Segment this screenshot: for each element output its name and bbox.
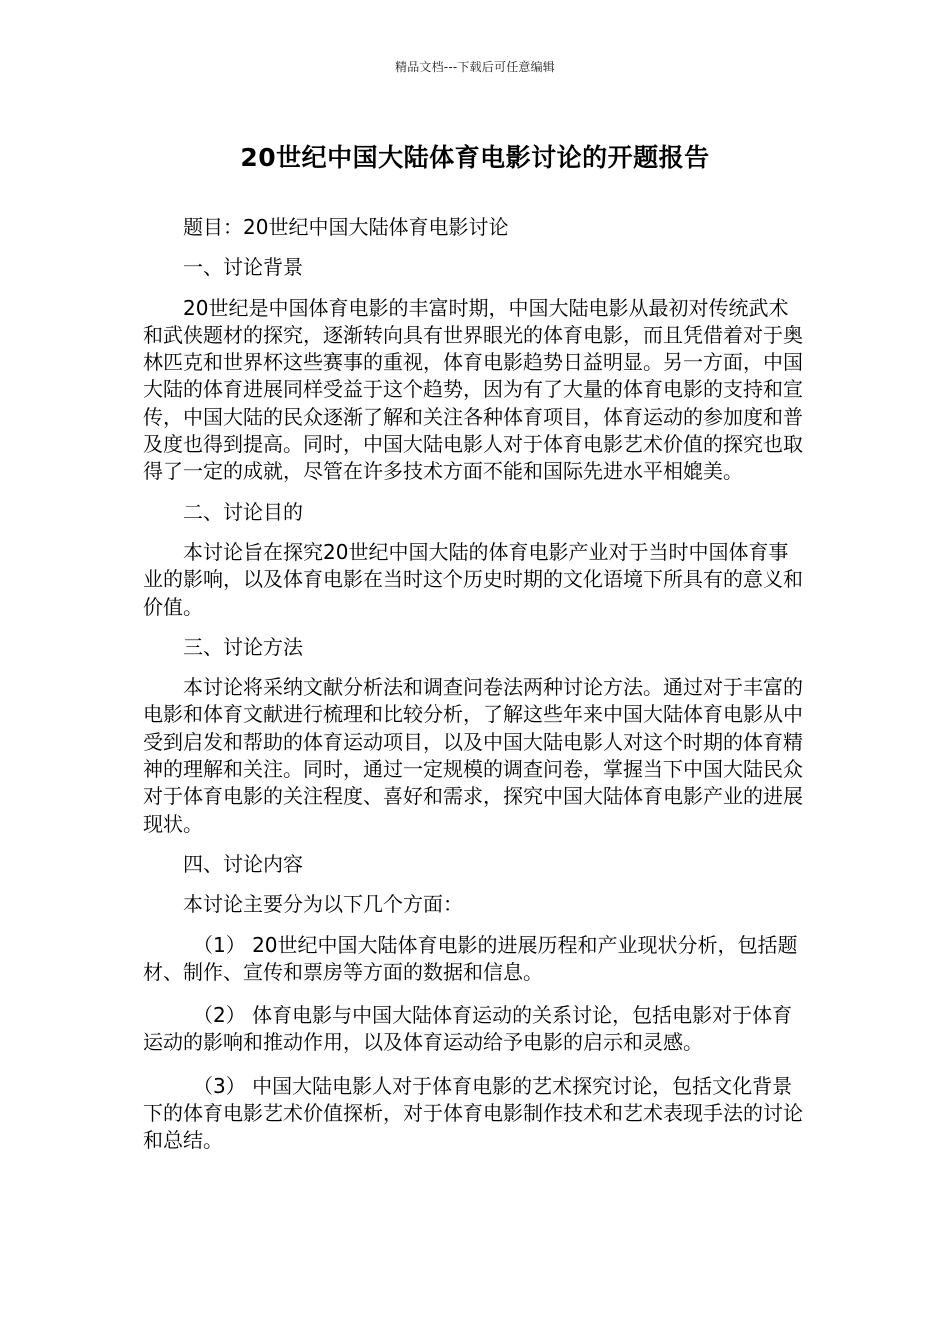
section-paragraph: 本讨论主要分为以下几个方面：: [183, 892, 463, 917]
section-heading: 一、讨论背景: [183, 255, 303, 280]
list-item: （1） 20世纪中国大陆体育电影的进展历程和产业现状分析，包括题材、制作、宣传和票房等方面的数据和信息。: [143, 932, 798, 984]
section-heading: 四、讨论内容: [183, 851, 303, 876]
topic-line: 题目：20世纪中国大陆体育电影讨论: [183, 215, 509, 239]
section-paragraph: 20世纪是中国体育电影的丰富时期，中国大陆电影从最初对传统武术和武侠题材的探究，逐渐转向具有世界眼光的体育电影，而且凭借着对于奥林匹克和世界杯这些赛事的重视，体育电影趋势日益明显。另一方面，中国大陆的体育进展同样受益于这个趋势，因为有了大量的体育电影的支持和宣传，中国大陆的民众逐渐了解和关注各种体育项目，体育运动的参加度和普及度也得到提高。同时，中国大陆电影人对于体育电影艺术价值的探究也取得了一定的成就，尽管在许多技术方面不能和国际先进水平相媲美。: [143, 295, 803, 484]
section-paragraph: 本讨论将采纳文献分析法和调查问卷法两种讨论方法。通过对于丰富的电影和体育文献进行梳理和比较分析，了解这些年来中国大陆体育电影从中受到启发和帮助的体育运动项目，以及中国大陆电影人对这个时期的体育精神的理解和关注。同时，通过一定规模的调查问卷，掌握当下中国大陆民众对于体育电影的关注程度、喜好和需求，探究中国大陆体育电影产业的进展现状。: [143, 675, 803, 836]
list-item: （3） 中国大陆电影人对于体育电影的艺术探究讨论，包括文化背景下的体育电影艺术价值探析，对于体育电影制作技术和艺术表现手法的讨论和总结。: [143, 1073, 803, 1153]
section-paragraph: 本讨论旨在探究20世纪中国大陆的体育电影产业对于当时中国体育事业的影响，以及体育电影在当时这个历史时期的文化语境下所具有的意义和价值。: [143, 539, 803, 619]
section-heading: 二、讨论目的: [183, 499, 303, 524]
section-heading: 三、讨论方法: [183, 634, 303, 659]
document-body: [143, 214, 808, 1171]
header-note: 精品文档---下载后可任意编辑: [395, 60, 555, 74]
document-title: 20世纪中国大陆体育电影讨论的开题报告: [240, 143, 710, 172]
list-item: （2） 体育电影与中国大陆体育运动的关系讨论，包括电影对于体育运动的影响和推动作用，以及体育运动给予电影的启示和灵感。: [143, 1003, 793, 1055]
